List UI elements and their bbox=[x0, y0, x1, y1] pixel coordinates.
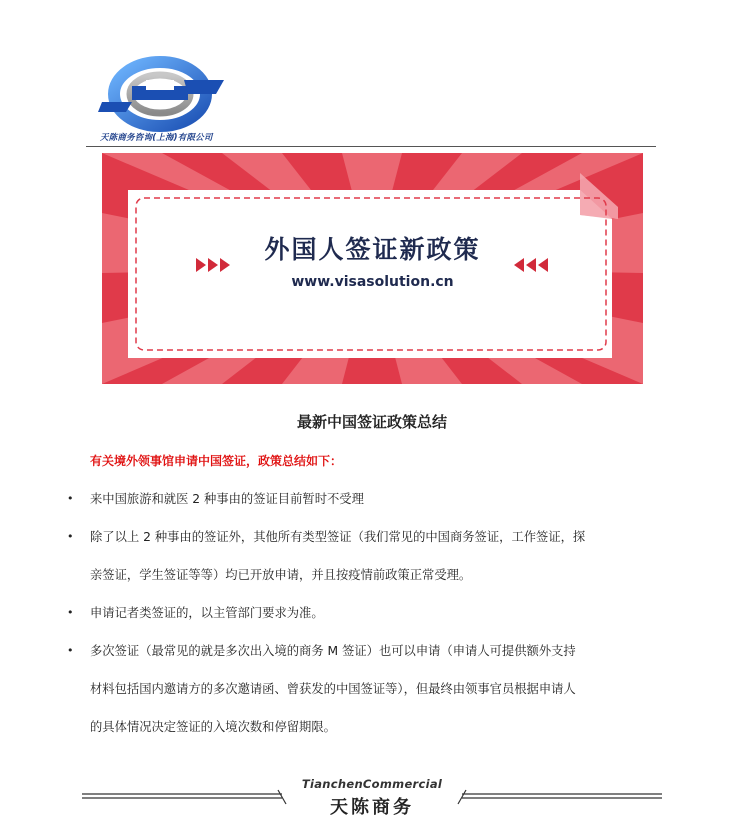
intro-text: 有关境外领事馆申请中国签证，政策总结如下： bbox=[90, 454, 343, 468]
list-item bbox=[90, 518, 665, 594]
banner-background bbox=[102, 153, 643, 384]
list-item-line: • 除了以上 2 种事由的签证外，其他所有类型签证（我们常见的中国商务签证，工作签证，探 bbox=[90, 530, 586, 544]
list-item-line: • 申请记者类签证的，以主管部门要求为准。 bbox=[90, 606, 324, 620]
page-title: 最新中国签证政策总结 bbox=[296, 413, 447, 431]
list-item-line: 的具体情况决定签证的入境次数和停留期限。 bbox=[90, 720, 336, 734]
list-item bbox=[90, 480, 665, 518]
footer-brand-en: TianchenCommercial bbox=[301, 777, 443, 791]
company-logo bbox=[92, 50, 252, 142]
company-name: 天陈商务咨询(上海)有限公司 bbox=[100, 133, 213, 143]
header-divider bbox=[86, 146, 656, 147]
list-item bbox=[90, 594, 665, 632]
list-item-line: • 多次签证（最常见的就是多次出入境的商务 M 签证）也可以申请（申请人可提供额外支持 bbox=[90, 644, 576, 658]
banner-url: www.visasolution.cn bbox=[291, 274, 454, 290]
list-item-line: 亲签证，学生签证等等）均已开放申请，并且按疫情前政策正常受理。 bbox=[90, 568, 472, 582]
list-item bbox=[90, 632, 665, 746]
policy-list bbox=[90, 480, 665, 746]
footer-brand-cn: 天陈商务 bbox=[330, 797, 414, 818]
banner-title: 外国人签证新政策 bbox=[264, 235, 481, 264]
banner-image bbox=[102, 153, 643, 384]
list-item-line: 材料包括国内邀请方的多次邀请函、曾获发的中国签证等），但最终由领事官员根据申请人 bbox=[90, 682, 576, 696]
list-item-line: • 来中国旅游和就医 2 种事由的签证目前暂时不受理 bbox=[90, 492, 364, 506]
